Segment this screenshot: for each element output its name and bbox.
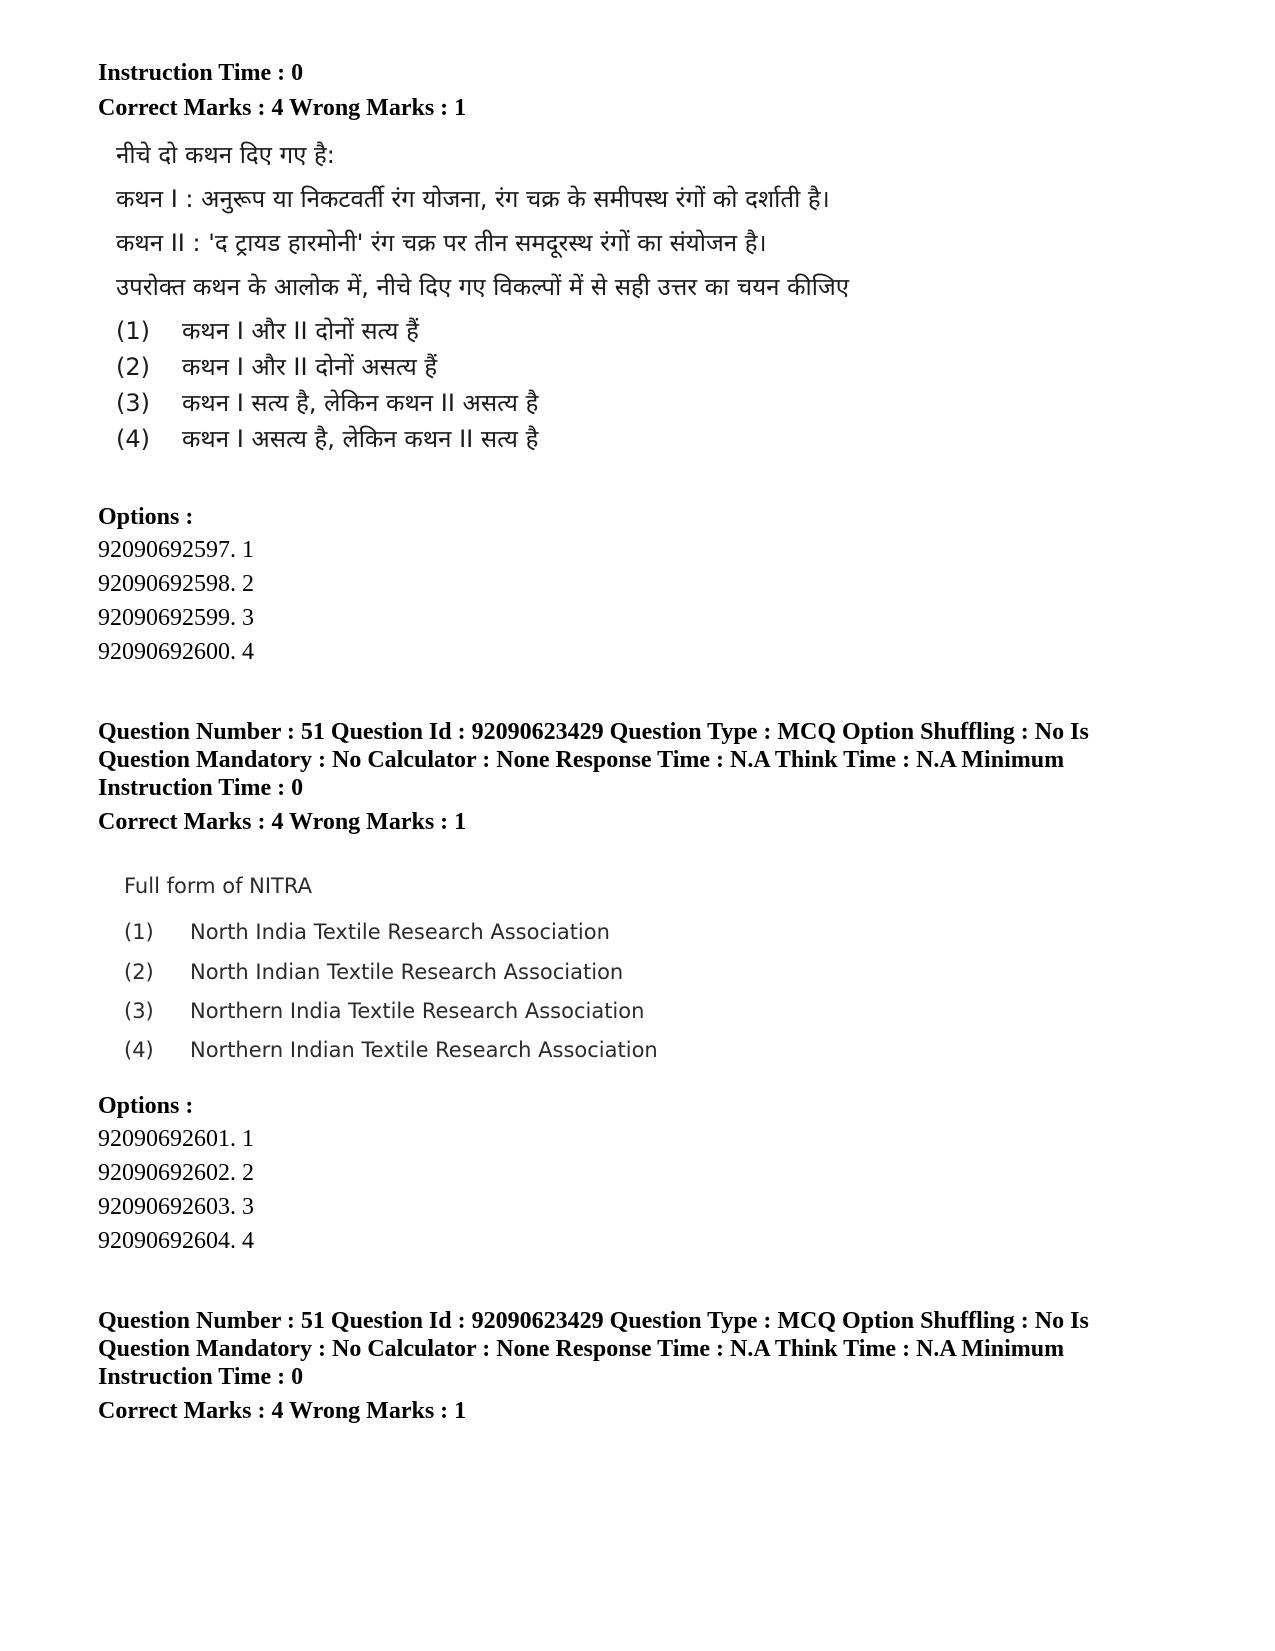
question-prompt: उपरोक्त कथन के आलोक में, नीचे दिए गए विकल्पों में से सही उत्तर का चयन कीजिए [116, 273, 850, 301]
choice-item [116, 422, 538, 455]
marks-line: Correct Marks : 4 Wrong Marks : 1 [98, 95, 467, 121]
choice-item [116, 386, 538, 419]
question-header-line-1: Question Number : 51 Question Id : 92090623429 Question Type : MCQ Option Shuffling : No Is [98, 1308, 1089, 1334]
choice-number: (4) [124, 1038, 154, 1062]
choice-text: कथन I असत्य है, लेकिन कथन II सत्य है [182, 425, 539, 453]
instruction-time: Instruction Time : 0 [98, 775, 304, 801]
choice-number: (2) [124, 960, 154, 984]
option-item: 92090692598. 2 [98, 571, 254, 597]
option-item: 92090692601. 1 [98, 1126, 254, 1152]
option-item: 92090692597. 1 [98, 537, 254, 563]
choice-text: North Indian Textile Research Association [190, 960, 624, 984]
instruction-time: Instruction Time : 0 [98, 1364, 304, 1390]
options-label: Options : [98, 1093, 194, 1119]
choice-number: (1) [124, 920, 154, 944]
choice-number: (1) [116, 317, 150, 345]
instruction-time: Instruction Time : 0 [98, 60, 304, 86]
choice-text: North India Textile Research Association [190, 920, 610, 944]
choice-item [124, 1038, 658, 1062]
choice-item [116, 314, 419, 347]
choice-number: (2) [116, 353, 150, 381]
options-label: Options : [98, 504, 194, 530]
option-item: 92090692599. 3 [98, 605, 254, 631]
option-item: 92090692602. 2 [98, 1160, 254, 1186]
choice-text: कथन I और II दोनों असत्य हैं [182, 353, 438, 381]
choice-text: Northern India Textile Research Association [190, 999, 645, 1023]
marks-line: Correct Marks : 4 Wrong Marks : 1 [98, 1398, 467, 1424]
question-stem: Full form of NITRA [124, 874, 312, 898]
option-item: 92090692600. 4 [98, 639, 254, 665]
statement-2: कथन II : 'द ट्रायड हारमोनी' रंग चक्र पर तीन समदूरस्थ रंगों का संयोजन है। [116, 229, 767, 257]
options-list [98, 1122, 254, 1258]
choice-item [116, 350, 437, 383]
question-header-line-1: Question Number : 51 Question Id : 92090623429 Question Type : MCQ Option Shuffling : No Is [98, 719, 1089, 745]
question-header-line-2: Question Mandatory : No Calculator : None Response Time : N.A Think Time : N.A Minimum [98, 747, 1065, 773]
question-header-line-2: Question Mandatory : No Calculator : None Response Time : N.A Think Time : N.A Minimum [98, 1336, 1065, 1362]
choice-number: (4) [116, 425, 150, 453]
choice-number: (3) [116, 389, 150, 417]
choice-text: कथन I सत्य है, लेकिन कथन II असत्य है [182, 389, 539, 417]
marks-line: Correct Marks : 4 Wrong Marks : 1 [98, 809, 467, 835]
option-item: 92090692603. 3 [98, 1194, 254, 1220]
question-intro: नीचे दो कथन दिए गए है: [116, 141, 335, 169]
choice-item [124, 920, 610, 944]
choice-item [124, 960, 623, 984]
choice-number: (3) [124, 999, 154, 1023]
choice-text: कथन I और II दोनों सत्य हैं [182, 317, 419, 345]
statement-1: कथन I : अनुरूप या निकटवर्ती रंग योजना, रंग चक्र के समीपस्थ रंगों को दर्शाती है। [116, 185, 830, 213]
option-item: 92090692604. 4 [98, 1228, 254, 1254]
options-list [98, 533, 254, 669]
choice-text: Northern Indian Textile Research Association [190, 1038, 658, 1062]
choice-item [124, 999, 644, 1023]
